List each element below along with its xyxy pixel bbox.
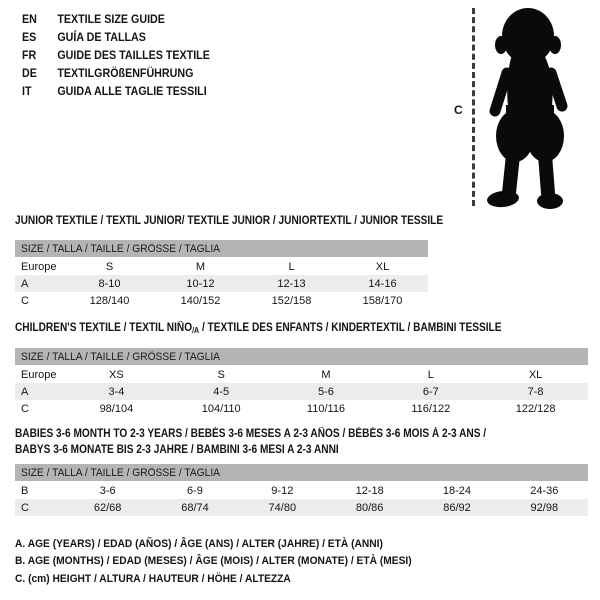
value-cell: 3-4	[108, 385, 125, 398]
value-cell: 92/98	[530, 501, 559, 514]
value-cell: 14-16	[368, 277, 397, 290]
language-row	[22, 47, 210, 65]
language-row	[22, 83, 210, 101]
babies-table-rows	[15, 482, 588, 516]
row-label-cell: C	[21, 402, 29, 415]
table-row	[15, 400, 588, 417]
footnote-text: B. AGE (MONTHS) / EDAD (MESES) / ÂGE (MOIS) / ALTER (MONATE) / ETÀ (MESI)	[15, 555, 412, 568]
language-code: ES	[22, 32, 37, 44]
value-cell: 18-24	[442, 484, 472, 497]
value-cell: 9-12	[271, 484, 294, 497]
value-cell: 86/92	[443, 501, 471, 514]
value-cell: 12-18	[355, 484, 384, 497]
value-cell: L	[427, 368, 434, 381]
junior-section-title-text: JUNIOR TEXTILE / TEXTIL JUNIOR/ TEXTILE JUNIOR / JUNIORTEXTIL / JUNIOR TESSILE	[15, 215, 444, 227]
language-row	[22, 65, 210, 83]
language-title: TEXTILGRÖßENFÜHRUNG	[57, 68, 194, 80]
value-cell: 12-13	[277, 277, 306, 290]
language-code: EN	[22, 14, 37, 26]
value-cell: 104/110	[201, 402, 241, 415]
value-cell: 122/128	[515, 402, 556, 415]
row-label-cell: B	[21, 484, 29, 497]
table-row	[15, 366, 588, 383]
value-cell: 158/170	[362, 294, 403, 307]
children-section-title-text	[15, 320, 501, 337]
height-measure-label: C	[454, 103, 463, 117]
size-header-text: SIZE / TALLA / TAILLE / GRÖSSE / TAGLIA	[21, 242, 221, 255]
footnote-text: A. AGE (YEARS) / EDAD (AÑOS) / ÂGE (ANS) / ALTER (JAHRE) / ETÀ (ANNI)	[15, 537, 383, 550]
language-list	[22, 11, 210, 101]
size-header-text: SIZE / TALLA / TAILLE / GRÖSSE / TAGLIA	[21, 350, 221, 363]
table-row	[15, 258, 428, 275]
footnote-age-months	[15, 553, 442, 571]
language-row	[22, 11, 210, 29]
value-cell: 6-9	[187, 484, 203, 497]
table-row	[15, 383, 588, 400]
table-row	[15, 482, 588, 499]
language-row	[22, 29, 210, 47]
size-header-bar	[15, 240, 428, 257]
value-cell: 4-5	[213, 385, 230, 398]
footnote-age-years	[15, 535, 442, 553]
footnote-text: C. (cm) HEIGHT / ALTURA / HAUTEUR / HÖHE / ALTEZZA	[15, 572, 291, 585]
value-cell: 152/158	[271, 294, 312, 307]
size-header-bar	[15, 464, 588, 481]
language-code: FR	[22, 50, 37, 62]
value-cell: M	[321, 368, 331, 381]
junior-size-table	[15, 240, 428, 309]
value-cell: 3-6	[99, 484, 116, 497]
children-table-rows	[15, 366, 588, 417]
children-title-suffix: / TEXTILE DES ENFANTS / KINDERTEXTIL / BAMBINI TESSILE	[199, 322, 502, 334]
children-size-table	[15, 348, 588, 417]
value-cell: L	[288, 260, 295, 273]
language-code: DE	[22, 68, 37, 80]
value-cell: 116/122	[411, 402, 451, 415]
value-cell: M	[195, 260, 206, 273]
junior-section-title	[15, 213, 501, 229]
children-section-title	[15, 320, 568, 337]
children-title-subscript: /A	[192, 326, 200, 335]
value-cell: 80/86	[355, 501, 384, 514]
children-title-prefix: CHILDREN'S TEXTILE / TEXTIL NIÑO	[15, 322, 193, 334]
value-cell: 62/68	[93, 501, 122, 514]
value-cell: 128/140	[89, 294, 130, 307]
table-row	[15, 275, 428, 292]
height-measure-dashed-line	[472, 8, 475, 206]
value-cell: 10-12	[186, 277, 215, 290]
footnote-height-cm	[15, 570, 442, 588]
value-cell: 24-36	[530, 484, 559, 497]
value-cell: 74/80	[268, 501, 297, 514]
language-title: GUIDE DES TAILLES TEXTILE	[57, 50, 210, 62]
value-cell: 7-8	[527, 385, 544, 398]
table-row	[15, 292, 428, 309]
row-label-cell: A	[21, 385, 29, 398]
language-code: IT	[22, 86, 32, 98]
language-title: GUÍA DE TALLAS	[57, 32, 146, 44]
language-title: GUIDA ALLE TAGLIE TESSILI	[57, 86, 207, 98]
babies-section-title	[15, 426, 550, 458]
language-title: TEXTILE SIZE GUIDE	[57, 14, 165, 26]
babies-title-line2: BABYS 3-6 MONATE BIS 2-3 JAHRE / BAMBINI 3-6 MESI A 2-3 ANNI	[15, 444, 339, 456]
size-header-bar	[15, 348, 588, 365]
value-cell: XL	[375, 260, 390, 273]
value-cell: S	[217, 368, 225, 381]
value-cell: 68/74	[181, 501, 209, 514]
row-label-cell: Europe	[21, 260, 57, 273]
value-cell: 110/116	[306, 402, 346, 415]
value-cell: 140/152	[180, 294, 221, 307]
toddler-silhouette-image	[481, 5, 579, 213]
babies-title-line1: BABIES 3-6 MONTH TO 2-3 YEARS / BEBÉS 3-6 MESES A 2-3 AÑOS / BÉBÉS 3-6 MOIS À 2-3 ANS /	[15, 428, 487, 440]
value-cell: 98/104	[99, 402, 134, 415]
row-label-cell: A	[21, 277, 29, 290]
size-header-text: SIZE / TALLA / TAILLE / GRÖSSE / TAGLIA	[21, 466, 221, 479]
row-label-cell: Europe	[21, 368, 57, 381]
table-row	[15, 499, 588, 516]
value-cell: XS	[109, 368, 124, 381]
junior-table-rows	[15, 258, 428, 309]
value-cell: S	[105, 260, 114, 273]
value-cell: 8-10	[98, 277, 121, 290]
row-label-cell: C	[21, 501, 29, 514]
value-cell: 5-6	[318, 385, 334, 398]
footnote-list	[15, 535, 442, 588]
value-cell: XL	[528, 368, 543, 381]
babies-size-table	[15, 464, 588, 516]
value-cell: 6-7	[422, 385, 439, 398]
row-label-cell: C	[21, 294, 29, 307]
